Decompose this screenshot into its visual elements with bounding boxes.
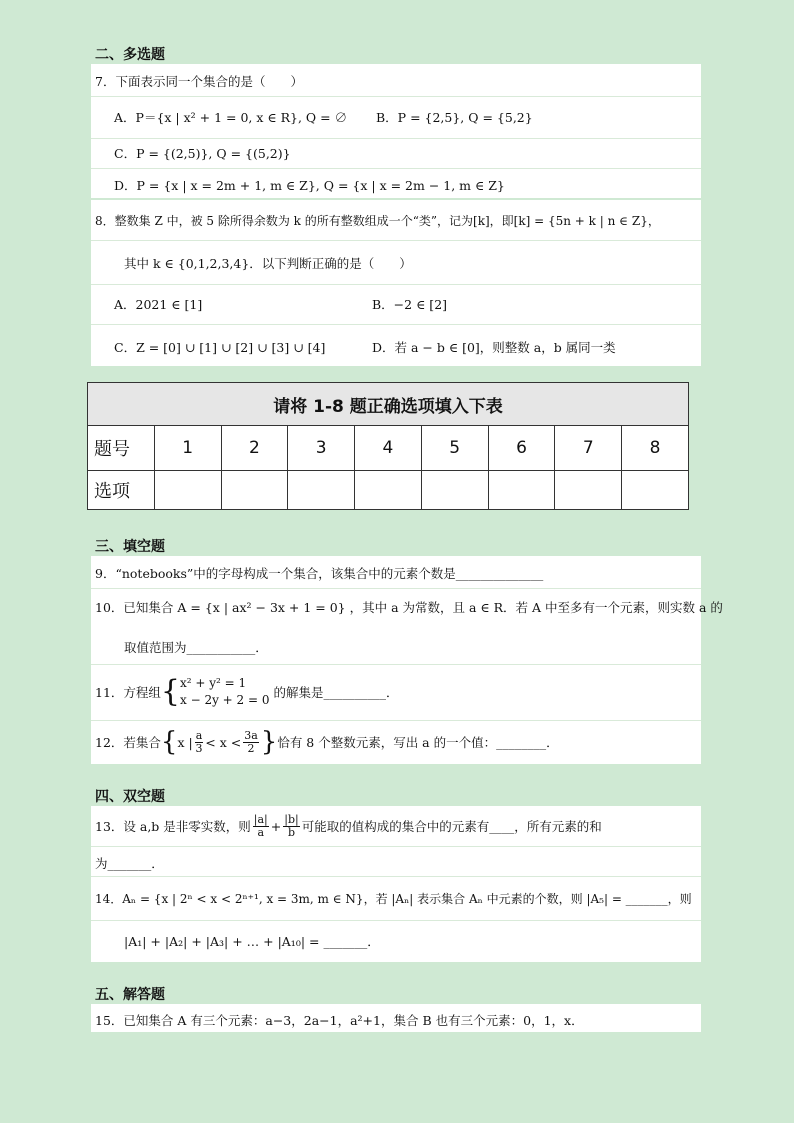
answer-table-number: 7 <box>555 426 622 471</box>
question-8-stem-line1: 8．整数集 Z 中，被 5 除所得余数为 k 的所有整数组成一个“类”，记为[k]，即[k] = {5n + k | n ∈ Z}， <box>95 214 660 228</box>
fraction-a-over-3 <box>195 730 204 755</box>
question-11-suffix: 的解集是__________． <box>273 685 399 700</box>
question-10-set: {x | ax² − 3x + 1 = 0} <box>204 600 346 615</box>
answer-table-number: 2 <box>221 426 288 471</box>
question-14-line2: |A₁| + |A₂| + |A₃| + … + |A₁₀| = _______． <box>124 934 380 949</box>
fraction-3a-over-2 <box>243 730 259 755</box>
inequality-middle: < x < <box>205 734 242 750</box>
plus-sign: + <box>270 818 282 834</box>
fraction-abs-a-over-a <box>253 814 269 839</box>
answer-table <box>87 382 689 510</box>
question-12-suffix: 恰有 8 个整数元素，写出 a 的一个值：________． <box>277 735 559 750</box>
section-heading-multiple-choice: 二、多选题 <box>95 47 165 63</box>
answer-cell[interactable] <box>555 471 622 510</box>
equation-1: x² + y² = 1 <box>180 676 247 690</box>
section-heading-double-blank: 四、双空题 <box>95 789 165 805</box>
question-8-option-a: A．2021 ∈ [1] <box>114 297 203 312</box>
question-11-prefix: 11．方程组 <box>95 685 161 700</box>
question-7-option-b: B．P = {2,5}, Q = {5,2} <box>376 110 533 125</box>
section-heading-answer: 五、解答题 <box>95 987 165 1003</box>
question-15: 15．已知集合 A 有三个元素：a−3，2a−1，a²+1，集合 B 也有三个元素：0，1，x． <box>95 1013 584 1028</box>
question-7-option-d: D．P = {x | x = 2m + 1, m ∈ Z}, Q = {x | x = 2m − 1, m ∈ Z} <box>114 178 505 193</box>
question-10-line1 <box>95 598 723 616</box>
answer-cell[interactable] <box>421 471 488 510</box>
question-10-line2: 取值范围为___________． <box>124 640 268 655</box>
question-11 <box>95 672 399 712</box>
question-8-stem-line2: 其中 k ∈ {0,1,2,3,4}．以下判断正确的是（ ） <box>124 256 412 271</box>
fraction-numerator: 3a <box>244 728 258 742</box>
equation-system <box>180 675 270 709</box>
fraction-denominator: b <box>287 825 295 839</box>
answer-cell[interactable] <box>221 471 288 510</box>
answer-table-number: 8 <box>622 426 689 471</box>
question-13-prefix: 13．设 a,b 是非零实数，则 <box>95 819 251 834</box>
answer-cell[interactable] <box>154 471 221 510</box>
equation-2: x − 2y + 2 = 0 <box>180 693 270 707</box>
question-10-suffix: ，其中 a 为常数，且 a ∈ R．若 A 中至多有一个元素，则实数 a 的 <box>349 600 723 615</box>
answer-table-number: 4 <box>355 426 422 471</box>
answer-table-number: 1 <box>154 426 221 471</box>
answer-cell[interactable] <box>622 471 689 510</box>
answer-table-row-label-number: 题号 <box>88 426 155 471</box>
section-heading-fill-blank: 三、填空题 <box>95 539 165 555</box>
fraction-numerator: |b| <box>284 812 299 826</box>
system-brace: { <box>160 674 180 709</box>
question-7-option-c: C．P = {(2,5)}, Q = {(5,2)} <box>114 146 291 161</box>
answer-table-number: 6 <box>488 426 555 471</box>
question-13-line1 <box>95 810 602 842</box>
fraction-denominator: 3 <box>195 741 203 755</box>
question-7-stem: 7．下面表示同一个集合的是（ ） <box>95 74 303 89</box>
answer-table-row-label-option: 选项 <box>88 471 155 510</box>
answer-table-title: 请将 1-8 题正确选项填入下表 <box>88 383 689 426</box>
question-9: 9．“notebooks”中的字母构成一个集合，该集合中的元素个数是______________ <box>95 566 544 581</box>
question-14-line1: 14．Aₙ = {x | 2ⁿ < x < 2ⁿ⁺¹, x = 3m, m ∈ N}，若 |Aₙ| 表示集合 Aₙ 中元素的个数，则 |A₅| = _______，则 <box>95 892 692 906</box>
question-13-line2: 为_______． <box>95 856 164 871</box>
fraction-abs-b-over-b <box>283 814 299 839</box>
set-close-brace: } <box>260 727 278 757</box>
answer-cell[interactable] <box>288 471 355 510</box>
set-builder-var: x | <box>177 734 193 750</box>
answer-cell[interactable] <box>488 471 555 510</box>
fraction-denominator: 2 <box>247 741 255 755</box>
question-8-option-c: C．Z = [0] ∪ [1] ∪ [2] ∪ [3] ∪ [4] <box>114 340 326 355</box>
answer-table-number: 5 <box>421 426 488 471</box>
question-7-option-a: A．P＝{x | x² + 1 = 0, x ∈ R}, Q = ∅ <box>114 110 348 125</box>
answer-cell[interactable] <box>355 471 422 510</box>
question-10-prefix: 10．已知集合 A = <box>95 600 201 615</box>
question-12 <box>95 726 559 758</box>
fraction-numerator: a <box>195 728 203 742</box>
answer-table-number: 3 <box>288 426 355 471</box>
question-8-option-d: D．若 a − b ∈ [0]，则整数 a，b 属同一类 <box>372 340 616 355</box>
question-13-suffix: 可能取的值构成的集合中的元素有____，所有元素的和 <box>301 819 602 834</box>
fraction-numerator: |a| <box>253 812 268 826</box>
fraction-denominator: a <box>257 825 265 839</box>
question-8-option-b: B．−2 ∈ [2] <box>372 297 448 312</box>
set-open-brace: { <box>160 727 178 757</box>
question-12-prefix: 12．若集合 <box>95 735 161 750</box>
